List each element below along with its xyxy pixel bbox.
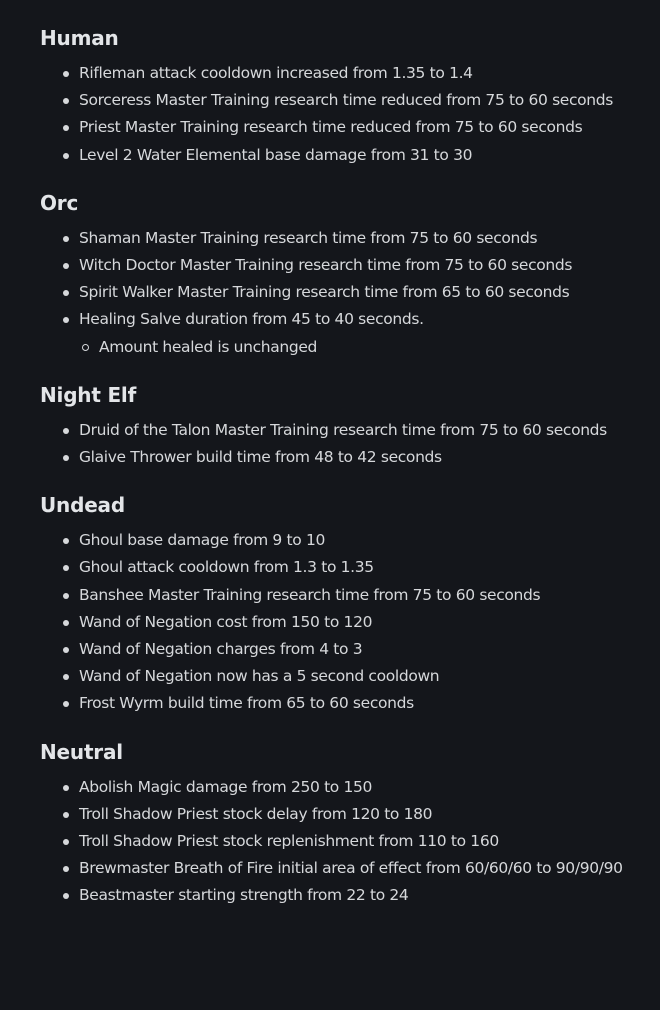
- section-human: [40, 26, 660, 169]
- change-list-night-elf: [40, 417, 660, 471]
- list-item: [39, 444, 660, 471]
- list-item: [39, 142, 660, 169]
- list-item: [39, 609, 660, 636]
- bullet-icon: [63, 317, 69, 323]
- bullet-icon: [63, 839, 69, 845]
- bullet-icon: [63, 153, 69, 159]
- bullet-icon: [63, 893, 69, 899]
- list-item: [39, 279, 660, 306]
- list-item: [39, 801, 660, 828]
- list-item-text: Level 2 Water Elemental base damage from 31 to 30: [79, 145, 473, 164]
- list-item-text: Brewmaster Breath of Fire initial area of effect from 60/60/60 to 90/90/90: [79, 859, 623, 878]
- list-item: [39, 882, 660, 909]
- change-list-orc: [40, 225, 660, 361]
- bullet-icon: [63, 71, 69, 77]
- list-item-text: Spirit Walker Master Training research time from 65 to 60 seconds: [79, 283, 570, 302]
- list-item: [39, 252, 660, 279]
- section-heading-orc: Orc: [40, 190, 79, 215]
- bullet-icon: [63, 812, 69, 818]
- section-undead: [40, 493, 660, 717]
- bullet-icon: [63, 785, 69, 791]
- list-item-text: Glaive Thrower build time from 48 to 42 seconds: [79, 448, 442, 467]
- bullet-icon: [63, 98, 69, 104]
- list-item: [39, 527, 660, 554]
- list-item-text: Sorceress Master Training research time reduced from 75 to 60 seconds: [79, 91, 613, 110]
- list-item: [39, 417, 660, 444]
- list-item-text: Priest Master Training research time reduced from 75 to 60 seconds: [79, 118, 583, 137]
- bullet-icon: [63, 647, 69, 653]
- section-heading-human: Human: [40, 26, 119, 50]
- list-item: [39, 554, 660, 581]
- hollow-bullet-icon: [82, 344, 89, 351]
- bullet-icon: [63, 866, 69, 872]
- section-orc: [40, 191, 660, 361]
- list-item: [39, 690, 660, 717]
- bullet-icon: [63, 236, 69, 242]
- list-item-text: Troll Shadow Priest stock delay from 120 to 180: [79, 804, 433, 823]
- list-item-text: Wand of Negation cost from 150 to 120: [79, 612, 373, 631]
- sub-list: [79, 334, 660, 361]
- list-item: [39, 828, 660, 855]
- list-item-text: Wand of Negation charges from 4 to 3: [79, 640, 363, 659]
- sub-list-item-text: Amount healed is unchanged: [99, 337, 318, 356]
- list-item-text: Frost Wyrm build time from 65 to 60 seconds: [79, 694, 414, 713]
- bullet-icon: [63, 290, 69, 296]
- section-heading-undead: Undead: [40, 493, 125, 518]
- list-item-text: Ghoul base damage from 9 to 10: [79, 531, 325, 550]
- list-item-text: Druid of the Talon Master Training research time from 75 to 60 seconds: [79, 420, 607, 439]
- section-heading-neutral: Neutral: [40, 739, 123, 764]
- bullet-icon: [63, 593, 69, 599]
- list-item-text: Shaman Master Training research time from 75 to 60 seconds: [79, 228, 538, 247]
- bullet-icon: [63, 701, 69, 707]
- list-item: [39, 582, 660, 609]
- list-item: [39, 306, 660, 360]
- list-item-text: Beastmaster starting strength from 22 to 24: [79, 886, 409, 905]
- list-item: [39, 225, 660, 252]
- list-item-text: Witch Doctor Master Training research time from 75 to 60 seconds: [79, 256, 573, 275]
- bullet-icon: [63, 565, 69, 571]
- list-item-text: Troll Shadow Priest stock replenishment from 110 to 160: [79, 832, 499, 851]
- list-item-text: Ghoul attack cooldown from 1.3 to 1.35: [79, 558, 374, 577]
- change-list-neutral: [40, 774, 660, 910]
- list-item-text: Banshee Master Training research time from 75 to 60 seconds: [79, 585, 541, 604]
- change-list-undead: [40, 527, 660, 717]
- section-neutral: [40, 740, 660, 910]
- list-item: [39, 663, 660, 690]
- section-night-elf: [40, 383, 660, 471]
- bullet-icon: [63, 125, 69, 131]
- list-item: [39, 114, 660, 141]
- list-item: [39, 855, 660, 882]
- section-heading-night-elf: Night Elf: [40, 382, 137, 407]
- bullet-icon: [63, 455, 69, 461]
- list-item: [39, 636, 660, 663]
- bullet-icon: [63, 538, 69, 544]
- bullet-icon: [63, 620, 69, 626]
- sub-list-item: [79, 334, 660, 361]
- list-item-text: Healing Salve duration from 45 to 40 seconds.: [79, 310, 424, 329]
- list-item-text: Wand of Negation now has a 5 second cooldown: [79, 667, 440, 686]
- list-item-text: Rifleman attack cooldown increased from 1.35 to 1.4: [79, 64, 473, 82]
- bullet-icon: [63, 674, 69, 680]
- bullet-icon: [63, 263, 69, 269]
- list-item-text: Abolish Magic damage from 250 to 150: [79, 777, 373, 796]
- bullet-icon: [63, 428, 69, 434]
- list-item: [39, 60, 660, 87]
- change-list-human: [40, 60, 660, 169]
- list-item: [39, 774, 660, 801]
- list-item: [39, 87, 660, 114]
